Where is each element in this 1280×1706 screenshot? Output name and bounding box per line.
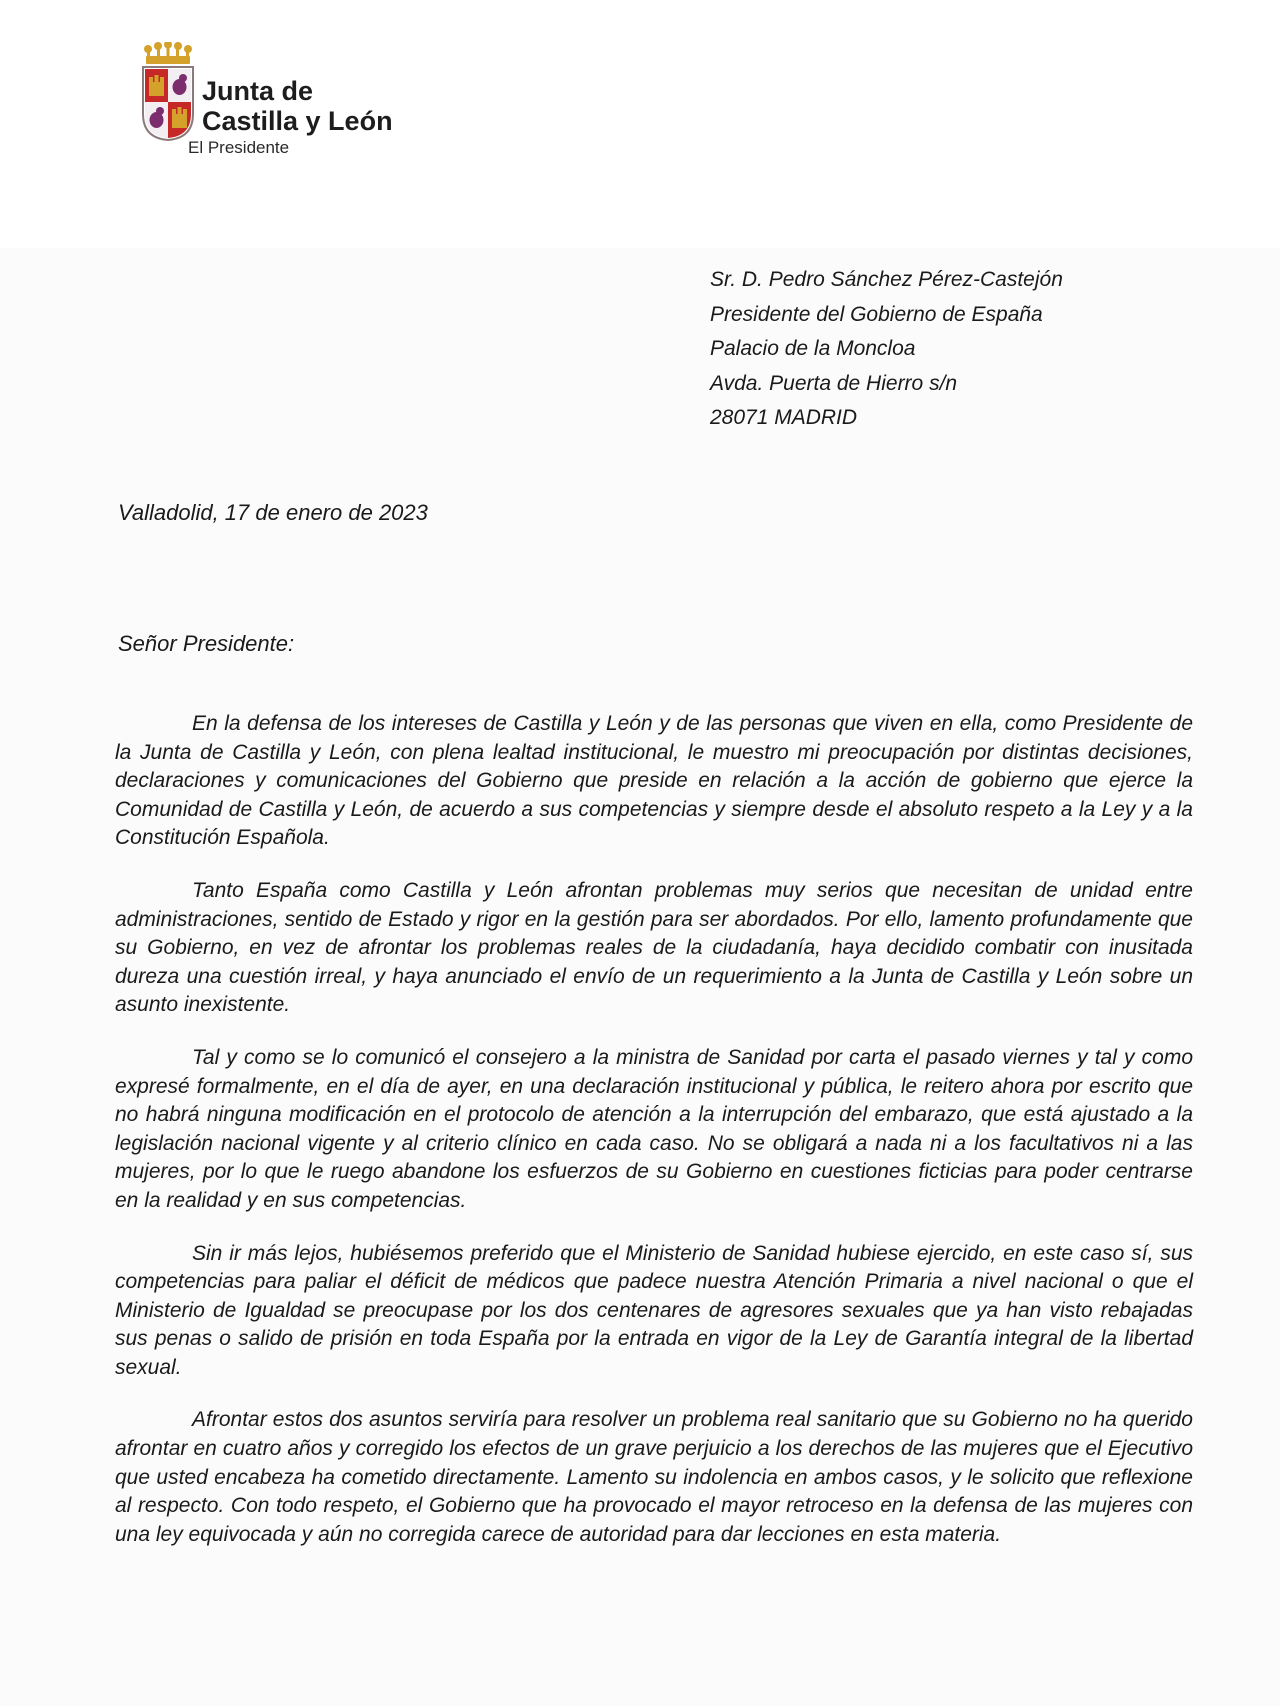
organization-subtitle: El Presidente (188, 138, 290, 157)
recipient-title: Presidente del Gobierno de España (710, 302, 1043, 326)
organization-name-line1: Junta de (202, 76, 314, 106)
letter-date: Valladolid, 17 de enero de 2023 (118, 500, 428, 525)
salutation: Señor Presidente: (118, 631, 295, 656)
paragraph-2: Tanto España como Castilla y León afrontan problemas muy serios que necesitan de unidad entre administraciones, sentido de Estado y rigor en la gestión para ser abordados. Por ello, lamento profundamente que su Gobierno, en vez de afrontar los problemas reales de la ciudadanía, haya decidido combatir con inusitada dureza una cuestión irreal, y haya anunciado el envío de un requerimiento a la Junta de Castilla y León sobre un asunto inexistente. (115, 878, 1193, 1017)
letter-body (115, 710, 1193, 1573)
paragraph-3: Tal y como se lo comunicó el consejero a la ministra de Sanidad por carta el pasado viernes y tal y como expresé formalmente, en el día de ayer, en una declaración institucional y pública, le reitero ahora por escrito que no habrá ninguna modificación en el protocolo de atención a la interrupción del embarazo, que está ajustado a la legislación nacional vigente y al criterio clínico en cada caso. No se obligará a nada ni a los facultativos ni a las mujeres, por lo que le ruego abandone los esfuerzos de su Gobierno en cuestiones ficticias para poder centrarse en la realidad y en sus competencias. (115, 1045, 1193, 1212)
paragraph-1: En la defensa de los intereses de Castilla y León y de las personas que viven en ella, como Presidente de la Junta de Castilla y León, con plena lealtad institucional, le muestro mi preocupación por distintas decisiones, declaraciones y comunicaciones del Gobierno que preside en relación a la acción de gobierno que ejerce la Comunidad de Castilla y León, de acuerdo a sus competencias y siempre desde el absoluto respeto a la Ley y a la Constitución Española. (115, 712, 1193, 850)
castilla-leon-coat-of-arms-icon (140, 42, 196, 142)
recipient-street: Avda. Puerta de Hierro s/n (710, 371, 958, 395)
recipient-address (710, 263, 1063, 436)
paragraph-4: Sin ir más lejos, hubiésemos preferido que el Ministerio de Sanidad hubiese ejercido, en este caso sí, sus competencias para paliar el déficit de médicos que padece nuestra Atención Primaria a nivel nacional o que el Ministerio de Igualdad se preocupase por los dos centenares de agresores sexuales que ya han visto rebajadas sus penas o salido de prisión en toda España por la entrada en vigor de la Ley de Garantía integral de la libertad sexual. (115, 1241, 1193, 1379)
recipient-building: Palacio de la Moncloa (710, 337, 916, 360)
organization-name-line2: Castilla y León (202, 106, 393, 136)
letterhead (140, 42, 440, 162)
paragraph-5: Afrontar estos dos asuntos serviría para resolver un problema real sanitario que su Gobierno no ha querido afrontar en cuatro años y corregido los efectos de un grave perjuicio a los derechos de las mujeres que el Ejecutivo que usted encabeza ha cometido directamente. Lamento su indolencia en ambos casos, y le solicito que reflexione al respecto. Con todo respeto, el Gobierno que ha provocado el mayor retroceso en la defensa de las mujeres con una ley equivocada y aún no corregida carece de autoridad para dar lecciones en esta materia. (115, 1408, 1193, 1546)
recipient-name: Sr. D. Pedro Sánchez Pérez-Castejón (710, 268, 1063, 291)
organization-name (202, 76, 393, 136)
recipient-city: 28071 MADRID (710, 406, 858, 429)
